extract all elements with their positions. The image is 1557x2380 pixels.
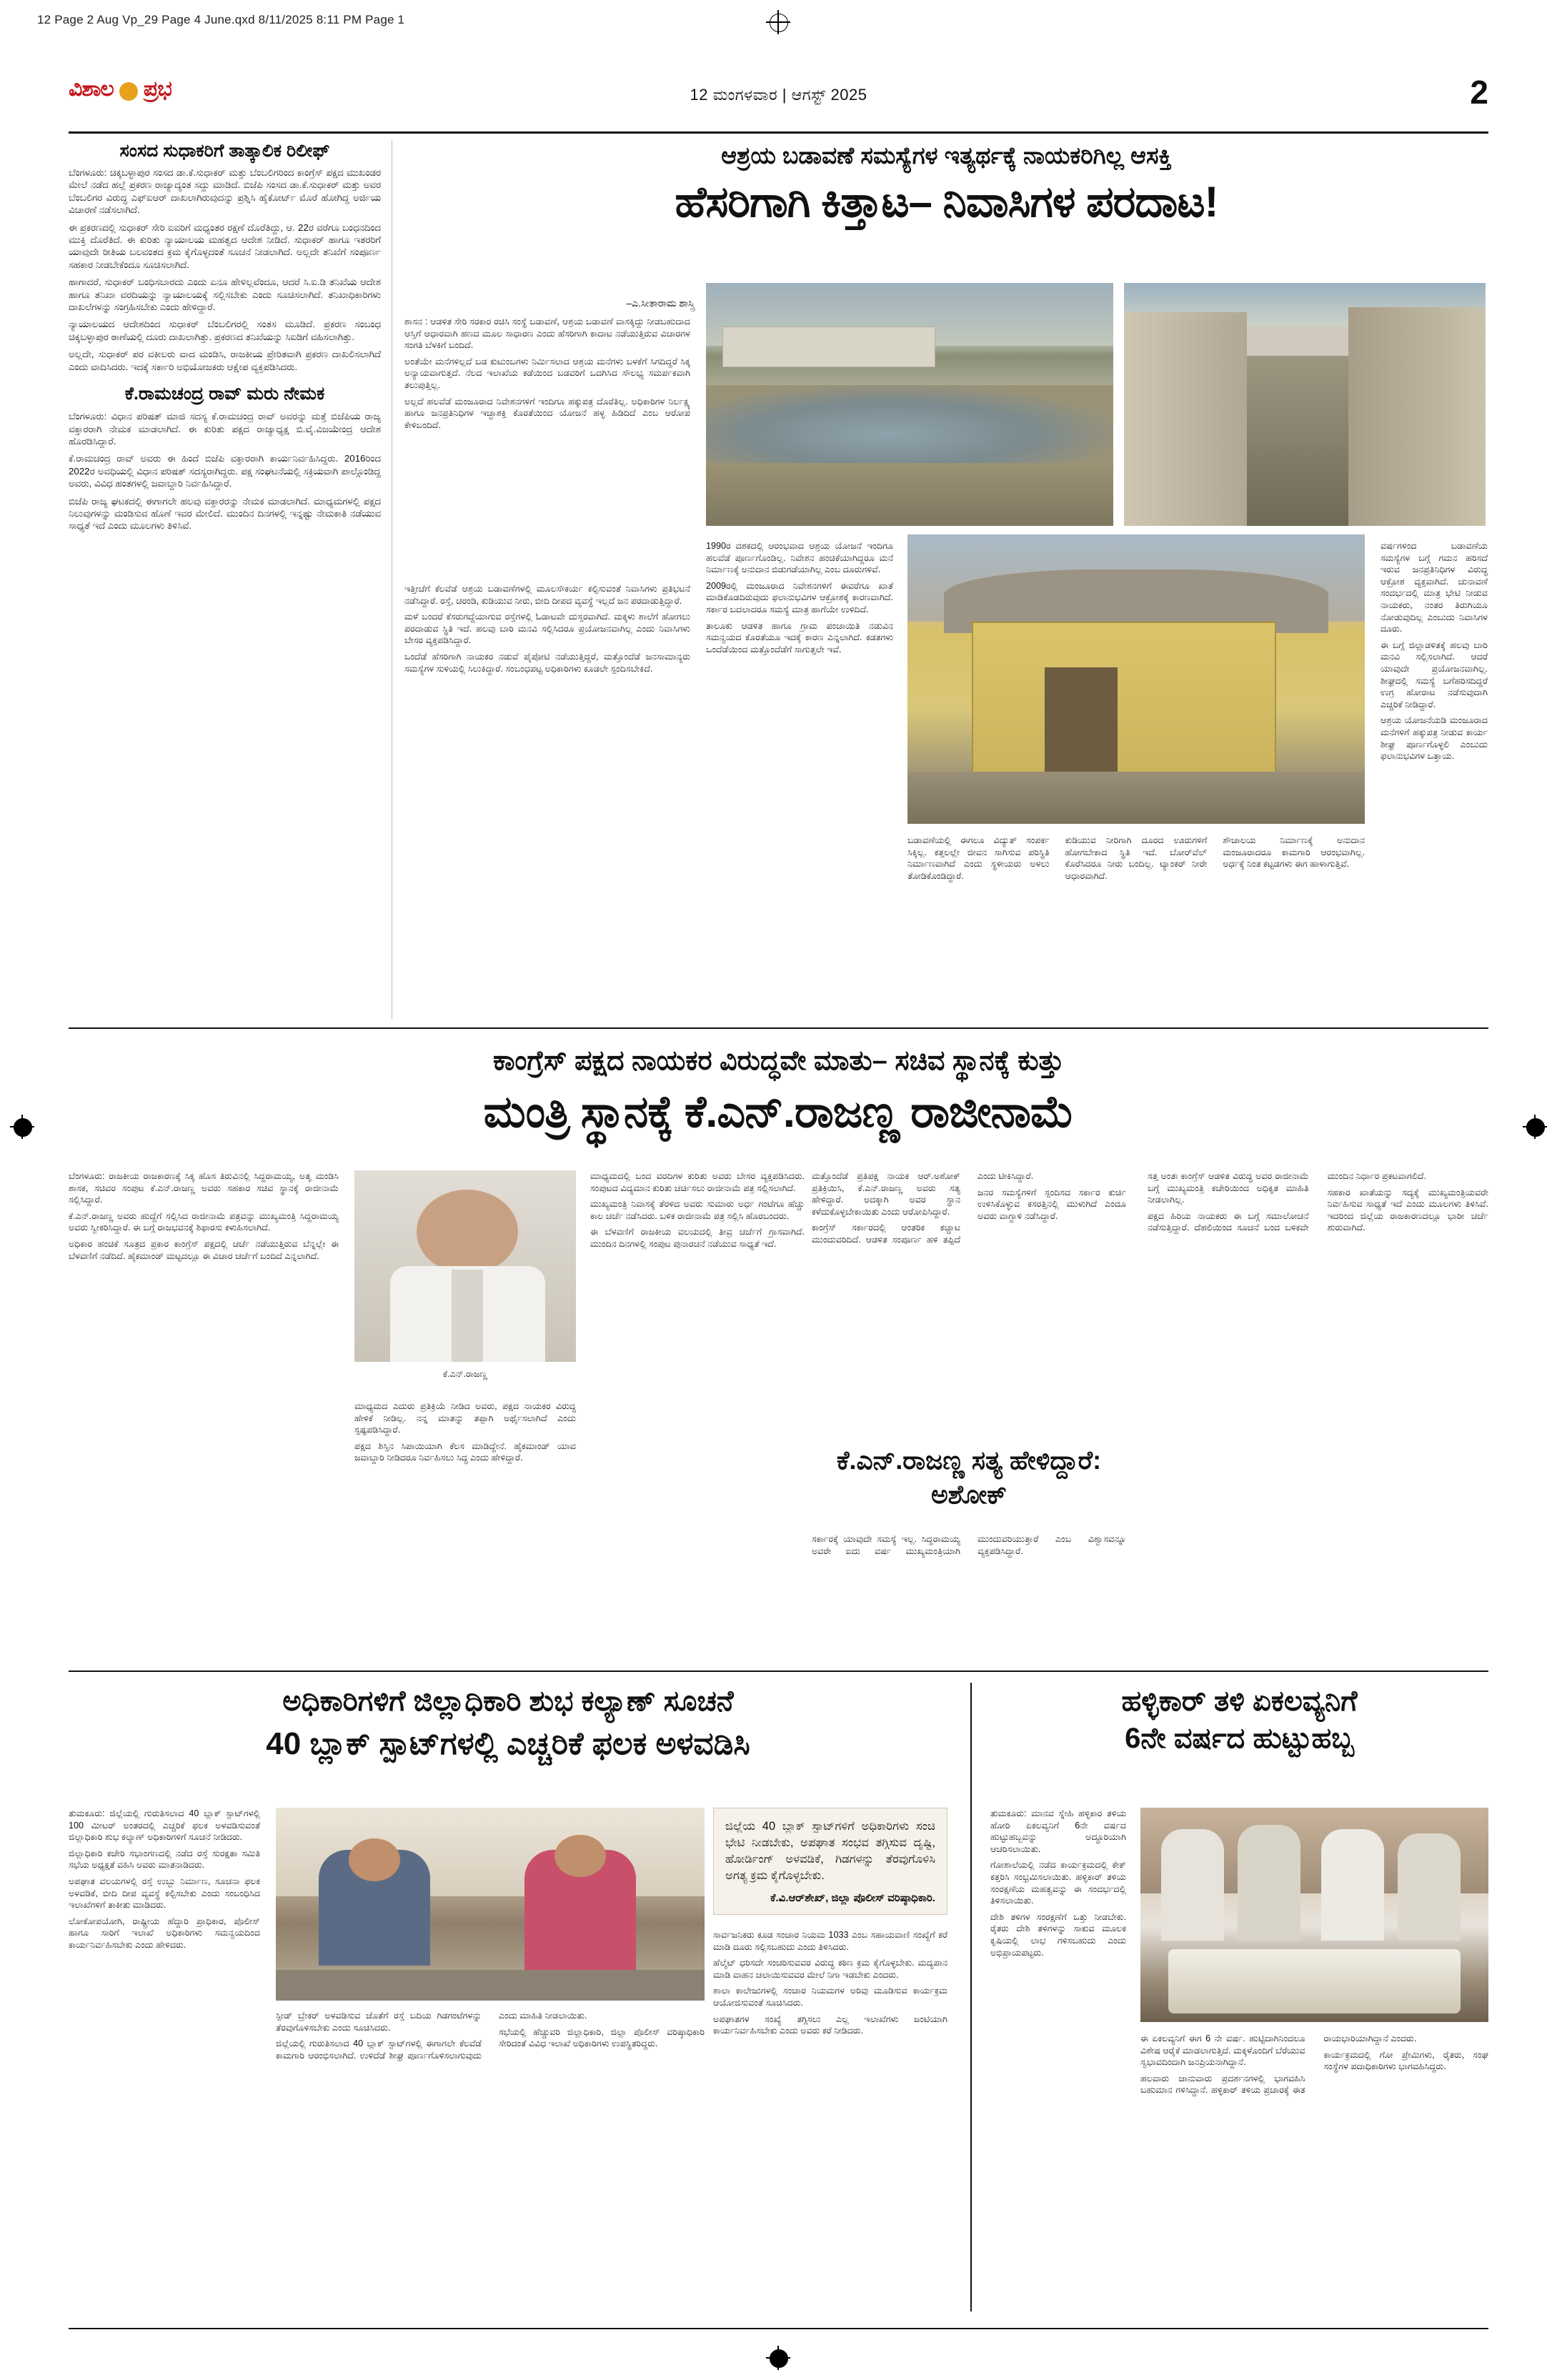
paragraph: ನ್ಯಾಯಾಲಯದ ಆದೇಶದಿಂದ ಸುಧಾಕರ್ ಬೆಂಬಲಿಗರಲ್ಲಿ ಸಂತಸ ಮೂಡಿದೆ. ಪ್ರಕರಣ ಸಂಬಂಧ ಚಿಕ್ಕಬಳ್ಳಾಪುರ ಠಾಣೆಯಲ್ಲಿ ದೂರು ದಾಖಲಾಗಿತ್ತು. ಪ್ರಕರಣದ ತನಿಖೆಯನ್ನು ಸಿಐಡಿಗೆ ವಹಿಸಲಾಗಿತ್ತು. xyxy=(69,319,381,342)
lead-body-col-1 xyxy=(404,316,690,435)
pullquote-box xyxy=(713,1808,947,1915)
road-safety-meeting-photo xyxy=(276,1808,705,2001)
ashok-box-body xyxy=(812,1533,1126,1559)
paragraph: ಹಾಗಾದರೆ, ಸುಧಾಕರ್ ಬಂಧಿಸಬಾರದು ಎಂದು ಏನೂ ಹೇಳಿಲ್ಲವೆಂದೂ, ಆದರೆ ಸಿ.ಐ.ಡಿ ತನಿಖೆಯ ಆದೇಶ ಹಾಗೂ ತನಿಖಾ ವರದಿಯನ್ನು ನ್ಯಾಯಾಲಯಕ್ಕೆ ಸಲ್ಲಿಸಬೇಕು ಎಂದು ಸೂಚಿಸಲಾಗಿದೆ. ತನಿಖಾಧಿಕಾರಿಗಳು ದಾಖಲೆಗಳನ್ನು ಸಂಗ್ರಹಿಸಬೇಕು ಎಂದು ಹೇಳಿದ್ದಾರೆ. xyxy=(69,277,381,313)
blackspot-headline: 40 ಬ್ಲಾಕ್ ಸ್ಪಾಟ್‌ಗಳಲ್ಲಿ ಎಚ್ಚರಿಕೆ ಫಲಕ ಅಳವಡಿಸಿ xyxy=(266,1726,750,1761)
paragraph: ಶೌಚಾಲಯ ನಿರ್ಮಾಣಕ್ಕೆ ಅನುದಾನ ಮಂಜೂರಾದರೂ ಕಾಮಗಾರಿ ಆರಂಭವಾಗಿಲ್ಲ. ಅರ್ಧಕ್ಕೆ ನಿಂತ ಕಟ್ಟಡಗಳು ಈಗ ಹಾಳಾಗುತ್ತಿವೆ. xyxy=(1223,835,1365,870)
rajanna-portrait-photo xyxy=(354,1170,576,1362)
paragraph: ಜನರ ಸಮಸ್ಯೆಗಳಿಗೆ ಸ್ಪಂದಿಸದ ಸರ್ಕಾರ ಕುರ್ಚಿ ಉಳಿಸಿಕೊಳ್ಳುವ ಕಸರತ್ತಿನಲ್ಲಿ ಮುಳುಗಿದೆ ಎಂದೂ ಅವರು ವಾಗ್ದಾಳಿ ನಡೆಸಿದ್ದಾರೆ. xyxy=(978,1187,1126,1221)
lead-headline: ಹೆಸರಿಗಾಗಿ ಕಿತ್ತಾಟ– ನಿವಾಸಿಗಳ ಪರದಾಟ! xyxy=(675,178,1218,226)
paragraph: ಜಿಲ್ಲಾಧಿಕಾರಿ ಕಚೇರಿ ಸಭಾಂಗಣದಲ್ಲಿ ನಡೆದ ರಸ್ತೆ ಸುರಕ್ಷತಾ ಸಮಿತಿ ಸಭೆಯ ಅಧ್ಯಕ್ಷತೆ ವಹಿಸಿ ಅವರು ಮಾತನಾಡಿದರು. xyxy=(69,1848,260,1871)
paragraph: ಒಂದೆಡೆ ಹೆಸರಿಗಾಗಿ ನಾಯಕರ ನಡುವೆ ಪೈಪೋಟಿ ನಡೆಯುತ್ತಿದ್ದರೆ, ಮತ್ತೊಂದೆಡೆ ಜನಸಾಮಾನ್ಯರು ಸಮಸ್ಯೆಗಳ ಸುಳಿಯಲ್ಲಿ ಸಿಲುಕಿದ್ದಾರೆ. ಸಂಬಂಧಪಟ್ಟ ಅಧಿಕಾರಿಗಳು ಕೂಡಲೇ ಸ್ಪಂದಿಸಬೇಕಿದೆ. xyxy=(404,651,690,674)
section-divider-2 xyxy=(69,1671,1488,1672)
ekalavya-story xyxy=(990,1683,1488,1757)
registration-mark-right xyxy=(1523,1115,1547,1139)
paragraph: ಕಾರ್ಯಕ್ರಮದಲ್ಲಿ ಗೋ ಪ್ರೇಮಿಗಳು, ರೈತರು, ಸಂಘ ಸಂಸ್ಥೆಗಳ ಪದಾಧಿಕಾರಿಗಳು ಭಾಗವಹಿಸಿದ್ದರು. xyxy=(1323,2049,1488,2072)
paragraph: ಶಾಸನ : ಆಡಳಿತ ಸೇರಿ ಸರಕಾರ ರಚಿಸಿ ಸಂಸ್ಥೆ ಬಡಾವಣೆ, ಆಶ್ರಯ ಬಡಾವಣೆ ವಾಸಕ್ಕಿದ್ದು ನೀಡಬಹುದಾದ ಆಸ್ತಿಗೆ ಆಧಾರವಾಗಿ ಹಣದ ಮೂಲ ಸಾಧಾರಣ ಎಂದು ಹೆಸರಿಗಾಗಿ ಕಾದಾಟ ನಡೆಯುತ್ತಿರುವ ವಿಚಾರಗಳ ಸಂಗತಿ ಬೆಳಕಿಗೆ ಬಂದಿದೆ. xyxy=(404,317,690,351)
paragraph: 1990ರ ದಶಕದಲ್ಲಿ ಆರಂಭವಾದ ಆಶ್ರಯ ಯೋಜನೆ ಇಂದಿಗೂ ಹಲವೆಡೆ ಪೂರ್ಣಗೊಂಡಿಲ್ಲ. ನಿವೇಶನ ಹಂಚಿಕೆಯಾಗಿದ್ದರೂ ಮನೆ ನಿರ್ಮಾಣಕ್ಕೆ ಅನುದಾನ ಬಿಡುಗಡೆಯಾಗಿಲ್ಲ ಎಂಬ ದೂರುಗಳಿವೆ. xyxy=(706,541,893,575)
paragraph: ಬಿಜೆಪಿ ರಾಜ್ಯ ಘಟಕದಲ್ಲಿ ಈಗಾಗಲೇ ಹಲವು ವಕ್ತಾರರನ್ನು ನೇಮಕ ಮಾಡಲಾಗಿದೆ. ಮಾಧ್ಯಮಗಳಲ್ಲಿ ಪಕ್ಷದ ನಿಲುವುಗಳನ್ನು ಮಂಡಿಸುವ ಹೊಣೆ ಇವರ ಮೇಲಿದೆ. ಮುಂದಿನ ದಿನಗಳಲ್ಲಿ ಇನ್ನಷ್ಟು ನೇಮಕಾತಿ ನಡೆಯುವ ಸಾಧ್ಯತೆ ಇದೆ ಎಂದು ಮೂಲಗಳು ತಿಳಿಸಿವೆ. xyxy=(69,495,381,532)
ashok-box-headline: ಕೆ.ಎನ್.ರಾಜಣ್ಣ ಸತ್ಯ ಹೇಳಿದ್ದಾರೆ: ಅಶೋಕ್ xyxy=(836,1445,1102,1509)
paragraph: ಅಧಿಕಾರ ಹಂಚಿಕೆ ಸೂತ್ರದ ಪ್ರಕಾರ ಕಾಂಗ್ರೆಸ್ ಪಕ್ಷದಲ್ಲಿ ಚರ್ಚೆ ನಡೆಯುತ್ತಿರುವ ಬೆನ್ನಲ್ಲೇ ಈ ಬೆಳವಣಿಗೆ ನಡೆದಿದೆ. ಹೈಕಮಾಂಡ್ ಮಟ್ಟದಲ್ಲೂ ಈ ವಿಚಾರ ಚರ್ಚೆಗೆ ಬಂದಿದೆ ಎನ್ನಲಾಗಿದೆ. xyxy=(69,1238,339,1261)
paragraph: ವರ್ಷಗಳಿಂದ ಬಡಾವಣೆಯ ಸಮಸ್ಯೆಗಳ ಬಗ್ಗೆ ಗಮನ ಹರಿಸದೆ ಇರುವ ಜನಪ್ರತಿನಿಧಿಗಳ ವಿರುದ್ಧ ಆಕ್ರೋಶ ವ್ಯಕ್ತವಾಗಿದೆ. ಚುನಾವಣೆ ಸಂದರ್ಭದಲ್ಲಿ ಮಾತ್ರ ಭೇಟಿ ನೀಡುವ ನಾಯಕರು, ನಂತರ ತಿರುಗಿಯೂ ನೋಡುವುದಿಲ್ಲ ಎಂಬುದು ನಿವಾಸಿಗಳ ದೂರು. xyxy=(1381,541,1488,634)
birthday-celebration-photo xyxy=(1140,1808,1488,2022)
story-headline-ramachandra: ಕೆ.ರಾಮಚಂದ್ರ ರಾವ್ ಮರು ನೇಮಕ xyxy=(124,384,325,404)
lead-byline: –ಎ.ಸೀತಾರಾಮ ಶಾಸ್ತ್ರಿ xyxy=(626,297,695,309)
paragraph: ಸ್ಪೀಡ್ ಬ್ರೇಕರ್ ಅಳವಡಿಸುವ ಜೊತೆಗೆ ರಸ್ತೆ ಬದಿಯ ಗಿಡಗಂಟೆಗಳನ್ನು ತೆರವುಗೊಳಿಸಬೇಕು ಎಂದು ಸೂಚಿಸಿದರು. xyxy=(276,2011,482,2033)
rajanna-body-col-4 xyxy=(812,1170,1126,1246)
rajanna-body-col-2 xyxy=(354,1400,576,1468)
rajanna-kicker: ಕಾಂಗ್ರೆಸ್ ಪಕ್ಷದ ನಾಯಕರ ವಿರುದ್ಧವೇ ಮಾತು– ಸಚಿವ ಸ್ಥಾನಕ್ಕೆ ಕುತ್ತು xyxy=(493,1046,1064,1076)
section-ashraya xyxy=(69,140,1488,1030)
story-headline-sudhakar: ಸಂಸದ ಸುಧಾಕರಿಗೆ ತಾತ್ಕಾಲಿಕ ರಿಲೀಫ್ xyxy=(119,141,330,161)
paragraph: ಹೆಲ್ಮೆಟ್ ಧರಿಸದೇ ಸಂಚರಿಸುವವರ ವಿರುದ್ಧ ಕಠಿಣ ಕ್ರಮ ಕೈಗೊಳ್ಳಬೇಕು. ಮದ್ಯಪಾನ ಮಾಡಿ ವಾಹನ ಚಲಾಯಿಸುವವರ ಮೇಲೆ ನಿಗಾ ಇಡಬೇಕು ಎಂದರು. xyxy=(713,1958,947,1980)
paragraph: ಅಪಘಾತಗಳ ಸಂಖ್ಯೆ ತಗ್ಗಿಸಲು ಎಲ್ಲ ಇಲಾಖೆಗಳು ಜಂಟಿಯಾಗಿ ಕಾರ್ಯನಿರ್ವಹಿಸಬೇಕು ಎಂದು ಅವರು ಕರೆ ನೀಡಿದರು. xyxy=(713,2013,947,2036)
paragraph: ಸಹಕಾರ ಖಾತೆಯನ್ನು ಸದ್ಯಕ್ಕೆ ಮುಖ್ಯಮಂತ್ರಿಯವರೇ ನಿರ್ವಹಿಸುವ ಸಾಧ್ಯತೆ ಇದೆ ಎಂದು ಮೂಲಗಳು ತಿಳಿಸಿವೆ. ಇದರಿಂದ ಜಿಲ್ಲೆಯ ರಾಜಕಾರಣದಲ್ಲೂ ಭಾರೀ ಚರ್ಚೆ ಶುರುವಾಗಿದೆ. xyxy=(1327,1187,1488,1233)
paragraph: ಹಲವಾರು ಜಾನುವಾರು ಪ್ರದರ್ಶನಗಳಲ್ಲಿ ಭಾಗವಹಿಸಿ ಬಹುಮಾನ ಗಳಿಸಿದ್ದಾನೆ. ಹಳ್ಳಿಕಾರ್ ತಳಿಯ ಪ್ರಚಾರಕ್ಕೆ ಈತ ರಾಯಭಾರಿಯಾಗಿದ್ದಾನೆ ಎಂದರು. xyxy=(1140,2033,1417,2096)
paragraph: ಬಡಾವಣೆಯಲ್ಲಿ ಈಗಲೂ ವಿದ್ಯುತ್ ಸಂಪರ್ಕ ಸಿಕ್ಕಿಲ್ಲ. ಕತ್ತಲಲ್ಲೇ ಜೀವನ ಸಾಗಿಸುವ ಪರಿಸ್ಥಿತಿ ನಿರ್ಮಾಣವಾಗಿದೆ ಎಂದು ಸ್ಥಳೀಯರು ಅಳಲು ತೋಡಿಕೊಂಡಿದ್ದಾರೆ. xyxy=(907,835,1050,881)
paragraph: ಈ ಪ್ರಕರಣದಲ್ಲಿ ಸುಧಾಕರ್ ಸೇರಿ ಐವರಿಗೆ ಮಧ್ಯಂತರ ರಕ್ಷಣೆ ದೊರೆತಿದ್ದು, ಆ. 22ರ ವರೆಗೂ ಬಂಧನದಿಂದ ಮುಕ್ತಿ ದೊರೆತಿದೆ. ಈ ಕುರಿತು ನ್ಯಾಯಾಲಯ ಮಹತ್ವದ ಆದೇಶ ನೀಡಿದೆ. ಸುಧಾಕರ್ ಹಾಗೂ ಇತರರಿಗೆ ಯಾವುದೇ ರೀತಿಯ ಬಲವಂತದ ಕ್ರಮ ಕೈಗೊಳ್ಳದಂತೆ ಸೂಚನೆ ನೀಡಲಾಗಿದೆ. ಅಲ್ಲದೇ ತನಿಖೆಗೆ ಸಂಪೂರ್ಣ ಸಹಕಾರ ನೀಡಬೇಕೆಂದೂ ಸೂಚಿಸಲಾಗಿದೆ. xyxy=(69,221,381,270)
paragraph: ಅಲ್ಲದೇ, ಸುಧಾಕರ್ ಪರ ವಕೀಲರು ವಾದ ಮಂಡಿಸಿ, ರಾಜಕೀಯ ಪ್ರೇರಿತವಾಗಿ ಪ್ರಕರಣ ದಾಖಲಿಸಲಾಗಿದೆ ಎಂದು ವಾದಿಸಿದರು. ಇದಕ್ಕೆ ಸರ್ಕಾರಿ ಅಭಿಯೋಜಕರು ಆಕ್ಷೇಪ ವ್ಯಕ್ತಪಡಿಸಿದರು. xyxy=(69,349,381,372)
paragraph: ಅಲ್ಲದೆ ಹಲವೆಡೆ ಮಂಜೂರಾದ ನಿವೇಶನಗಳಿಗೆ ಇಂದಿಗೂ ಹಕ್ಕುಪತ್ರ ದೊರೆತಿಲ್ಲ. ಅಧಿಕಾರಿಗಳ ನಿರ್ಲಕ್ಷ್ಯ ಹಾಗೂ ಜನಪ್ರತಿನಿಧಿಗಳ ಇಚ್ಛಾಶಕ್ತಿ ಕೊರತೆಯಿಂದ ಯೋಜನೆ ಹಳ್ಳ ಹಿಡಿದಿದೆ ಎಂಬ ಆರೋಪ ಕೇಳಿಬಂದಿದೆ. xyxy=(404,396,690,430)
paragraph: ಬೆಂಗಳೂರು: ರಾಜಕೀಯ ರಾಜಕಾರಣಕ್ಕೆ ಸಿಕ್ಕ ಹೊಸ ತಿರುವಿನಲ್ಲಿ ಸಿದ್ದರಾಮಯ್ಯ, ಅತೃ ಮಂಡಿಸಿ ಶಾಸಕ, ಸಚಿವರ ಸಂಪುಟ ಕೆ.ಎನ್.ರಾಜಣ್ಣ ಅವರು ಸಹಕಾರ ಸಚಿವ ಸ್ಥಾನಕ್ಕೆ ರಾಜೀನಾಮೆ ಸಲ್ಲಿಸಿದ್ದಾರೆ. xyxy=(69,1171,339,1205)
lead-headline-block xyxy=(404,140,1488,229)
registration-mark-top xyxy=(766,10,790,34)
rajanna-headline: ಮಂತ್ರಿ ಸ್ಥಾನಕ್ಕೆ ಕೆ.ಎನ್.ರಾಜಣ್ಣ ರಾಜೀನಾಮೆ xyxy=(483,1087,1074,1137)
registration-mark-bottom xyxy=(766,2346,790,2370)
blackspot-body-col-2 xyxy=(276,2010,705,2061)
paragraph: ಮುಖ್ಯಮಂತ್ರಿ ನಿವಾಸಕ್ಕೆ ತೆರಳಿದ ಅವರು ಸುಮಾರು ಅರ್ಧ ಗಂಟೆಗೂ ಹೆಚ್ಚು ಕಾಲ ಚರ್ಚೆ ನಡೆಸಿದರು. ಬಳಿಕ ರಾಜೀನಾಮೆ ಪತ್ರ ಸಲ್ಲಿಸಿ ಹೊರಬಂದರು. xyxy=(590,1199,805,1221)
paragraph: ಸಭೆಯಲ್ಲಿ ಹೆಚ್ಚುವರಿ ಜಿಲ್ಲಾಧಿಕಾರಿ, ಜಿಲ್ಲಾ ಪೊಲೀಸ್ ವರಿಷ್ಠಾಧಿಕಾರಿ ಸೇರಿದಂತೆ ವಿವಿಧ ಇಲಾಖೆ ಅಧಿಕಾರಿಗಳು ಉಪಸ್ಥಿತರಿದ್ದರು. xyxy=(499,2026,705,2049)
logo-word-2: ಪ್ರಭ xyxy=(143,77,171,101)
paragraph: ತಾಲೂಕು ಆಡಳಿತ ಹಾಗೂ ಗ್ರಾಮ ಪಂಚಾಯಿತಿ ನಡುವಿನ ಸಮನ್ವಯದ ಕೊರತೆಯೂ ಇದಕ್ಕೆ ಕಾರಣ ಎನ್ನಲಾಗಿದೆ. ಕಡತಗಳು ಒಂದೆಡೆಯಿಂದ ಮತ್ತೊಂದೆಡೆಗೆ ಸಾಗುತ್ತಲೇ ಇವೆ. xyxy=(706,620,893,654)
paragraph: ಈ ಏಕಲವ್ಯನಿಗೆ ಈಗ 6 ನೇ ವರ್ಷ. ಹುಟ್ಟಿದಾಗಿನಿಂದಲೂ ವಿಶೇಷ ಆರೈಕೆ ಮಾಡಲಾಗುತ್ತಿದೆ. ಮಕ್ಕಳೊಂದಿಗೆ ಬೆರೆಯುವ ಸ್ವಭಾವದಿಂದಾಗಿ ಜನಪ್ರಿಯನಾಗಿದ್ದಾನೆ. xyxy=(1140,2033,1305,2068)
bottom-frame-rule xyxy=(69,2328,1488,2329)
paragraph: ಕೆ.ರಾಮಚಂದ್ರ ರಾವ್ ಅವರು ಈ ಹಿಂದೆ ಬಿಜೆಪಿ ವಕ್ತಾರರಾಗಿ ಕಾರ್ಯನಿರ್ವಹಿಸಿದ್ದರು. 2016ರಿಂದ 2022ರ ಅವಧಿಯಲ್ಲಿ ವಿಧಾನ ಪರಿಷತ್ ಸದಸ್ಯರಾಗಿದ್ದರು. ಪಕ್ಷ ಸಂಘಟನೆಯಲ್ಲಿ ಸಕ್ರಿಯವಾಗಿ ಪಾಲ್ಗೊಂಡಿದ್ದ ಅವರು, ವಿವಿಧ ಹಂತಗಳಲ್ಲಿ ಜವಾಬ್ದಾರಿ ನಿರ್ವಹಿಸಿದ್ದಾರೆ. xyxy=(69,453,381,489)
pullquote-text: ಜಿಲ್ಲೆಯ 40 ಬ್ಲಾಕ್ ಸ್ಪಾಟ್‌ಗಳಿಗೆ ಅಧಿಕಾರಿಗಳು ಸಂಚಿ ಭೇಟಿ ನೀಡಬೇಕು, ಅಪಘಾತ ಸಂಭವ ತಗ್ಗಿಸುವ ದೃಷ್ಟಿ, ಹೋರ್ಡಿಂಗ್ ಅಳವಡಿಕೆ, ಗಿಡಗಳನ್ನು ತೆರವುಗೊಳಿಸಿ ಅಗತ್ಯ ಕ್ರಮ ಕೈಗೊಳ್ಳಬೇಕು. xyxy=(725,1820,935,1882)
publication-logo xyxy=(69,77,171,101)
paragraph: ಸರ್ಕಾರಕ್ಕೆ ಯಾವುದೇ ಸಮಸ್ಯೆ ಇಲ್ಲ. ಸಿದ್ದರಾಮಯ್ಯ ಅವರೇ ಐದು ವರ್ಷ ಮುಖ್ಯಮಂತ್ರಿಯಾಗಿ ಮುಂದುವರಿಯುತ್ತಾರೆ ಎಂಬ ವಿಶ್ವಾಸವನ್ನೂ ವ್ಯಕ್ತಪಡಿಸಿದ್ದಾರೆ. xyxy=(812,1534,1126,1556)
paragraph: ತುಮಕೂರು: ಜಿಲ್ಲೆಯಲ್ಲಿ ಗುರುತಿಸಲಾದ 40 ಬ್ಲಾಕ್ ಸ್ಪಾಟ್‌ಗಳಲ್ಲಿ 100 ಮೀಟರ್ ಅಂತರದಲ್ಲಿ ಎಚ್ಚರಿಕೆ ಫಲಕ ಅಳವಡಿಸುವಂತೆ ಜಿಲ್ಲಾಧಿಕಾರಿ ಶುಭ ಕಲ್ಯಾಣ್ ಅಧಿಕಾರಿಗಳಿಗೆ ಸೂಚನೆ ನೀಡಿದರು. xyxy=(69,1808,260,1843)
rajanna-photo-caption: ಕೆ.ಎನ್.ರಾಜಣ್ಣ xyxy=(442,1369,488,1379)
bottom-column-rule xyxy=(970,1683,972,2311)
flooded-road-photo xyxy=(706,283,1113,526)
page-number: 2 xyxy=(1470,74,1488,111)
section-divider-1 xyxy=(69,1027,1488,1029)
story-body-ramachandra xyxy=(69,410,381,532)
lead-kicker: ಆಶ್ರಯ ಬಡಾವಣೆ ಸಮಸ್ಯೆಗಳ ಇತ್ಯರ್ಥಕ್ಕೆ ನಾಯಕರಿಗಿಲ್ಲ ಆಸಕ್ತಿ xyxy=(721,142,1172,169)
paragraph: ಇತ್ತೀಚೆಗೆ ಕೆಲವೆಡೆ ಆಶ್ರಯ ಬಡಾವಣೆಗಳಲ್ಲಿ ಮೂಲಸೌಕರ್ಯ ಕಲ್ಪಿಸುವಂತೆ ನಿವಾಸಿಗಳು ಪ್ರತಿಭಟನೆ ನಡೆಸಿದ್ದಾರೆ. ರಸ್ತೆ, ಚರಂಡಿ, ಕುಡಿಯುವ ನೀರು, ಬೀದಿ ದೀಪದ ವ್ಯವಸ್ಥೆ ಇಲ್ಲದೆ ಜನ ಪರದಾಡುತ್ತಿದ್ದಾರೆ. xyxy=(404,584,690,606)
paragraph: ಗೋಶಾಲೆಯಲ್ಲಿ ನಡೆದ ಕಾರ್ಯಕ್ರಮದಲ್ಲಿ ಕೇಕ್ ಕತ್ತರಿಸಿ ಸಂಭ್ರಮಿಸಲಾಯಿತು. ಹಳ್ಳಿಕಾರ್ ತಳಿಯ ಸಂರಕ್ಷಣೆಯ ಮಹತ್ವವನ್ನು ಈ ಸಂದರ್ಭದಲ್ಲಿ ತಿಳಿಸಲಾಯಿತು. xyxy=(990,1860,1126,1906)
masthead xyxy=(69,74,1488,134)
section-rajanna xyxy=(69,1043,1488,1665)
village-lane-photo xyxy=(1124,283,1486,526)
left-column-stories xyxy=(69,140,381,537)
rajanna-body-col-1 xyxy=(69,1170,339,1266)
paragraph: ಈ ಬಗ್ಗೆ ಜಿಲ್ಲಾಡಳಿತಕ್ಕೆ ಹಲವು ಬಾರಿ ಮನವಿ ಸಲ್ಲಿಸಲಾಗಿದೆ. ಆದರೆ ಯಾವುದೇ ಪ್ರಯೋಜನವಾಗಿಲ್ಲ. ಶೀಘ್ರದಲ್ಲಿ ಸಮಸ್ಯೆ ಬಗೆಹರಿಸದಿದ್ದರೆ ಉಗ್ರ ಹೋರಾಟ ನಡೆಸುವುದಾಗಿ ಎಚ್ಚರಿಕೆ ನೀಡಿದ್ದಾರೆ. xyxy=(1381,639,1488,709)
paragraph: ಮಳೆ ಬಂದರೆ ಕೆಸರುಗದ್ದೆಯಾಗುವ ರಸ್ತೆಗಳಲ್ಲಿ ಓಡಾಟವೇ ದುಸ್ತರವಾಗಿದೆ. ಮಕ್ಕಳು ಶಾಲೆಗೆ ಹೋಗಲು ಪರದಾಡುವ ಸ್ಥಿತಿ ಇದೆ. ಹಲವು ಬಾರಿ ಮನವಿ ಸಲ್ಲಿಸಿದರೂ ಪ್ರಯೋಜನವಾಗಿಲ್ಲ ಎಂದು ನಿವಾಸಿಗಳು ಬೇಸರ ವ್ಯಕ್ತಪಡಿಸಿದ್ದಾರೆ. xyxy=(404,612,690,646)
lead-byline-wrap xyxy=(497,290,705,309)
lead-body-col-2 xyxy=(404,583,690,679)
paragraph: ಕುಡಿಯುವ ನೀರಿಗಾಗಿ ದೂರದ ಊರುಗಳಿಗೆ ಹೋಗಬೇಕಾದ ಸ್ಥಿತಿ ಇದೆ. ಬೋರ್‌ವೆಲ್ ಕೊರೆಸಿದರೂ ನೀರು ಬಂದಿಲ್ಲ. ಟ್ಯಾಂಕರ್ ನೀರೇ ಆಧಾರವಾಗಿದೆ. xyxy=(1065,835,1208,881)
paragraph: ಮಾಧ್ಯಮದ ಎದುರು ಪ್ರತಿಕ್ರಿಯೆ ನೀಡಿದ ಅವರು, ಪಕ್ಷದ ನಾಯಕರ ವಿರುದ್ಧ ಹೇಳಿಕೆ ನೀಡಿಲ್ಲ. ನನ್ನ ಮಾತನ್ನು ತಪ್ಪಾಗಿ ಅರ್ಥೈಸಲಾಗಿದೆ ಎಂದು ಸ್ಪಷ್ಟಪಡಿಸಿದ್ದಾರೆ. xyxy=(354,1401,576,1435)
paragraph: ಸಾರ್ವಜನಿಕರು ಕೂಡ ಸಂಚಾರ ನಿಯಮ 1033 ಎಂಬ ಸಹಾಯವಾಣಿ ಸಂಖ್ಯೆಗೆ ಕರೆ ಮಾಡಿ ದೂರು ಸಲ್ಲಿಸಬಹುದು ಎಂದು ತಿಳಿಸಿದರು. xyxy=(713,1930,947,1952)
logo-word-1: ವಿಶಾಲ xyxy=(69,77,114,101)
ekalavya-body-col-1 xyxy=(990,1808,1126,1963)
paragraph: ಕೆ.ಎನ್.ರಾಜಣ್ಣ ಅವರು ಹುದ್ದೆಗೆ ಸಲ್ಲಿಸಿದ ರಾಜೀನಾಮೆ ಪತ್ರವನ್ನು ಮುಖ್ಯಮಂತ್ರಿ ಸಿದ್ದರಾಮಯ್ಯ ಅವರು ಸ್ವೀಕರಿಸಿದ್ದಾರೆ. ಈ ಬಗ್ಗೆ ರಾಜಭವನಕ್ಕೆ ಶಿಫಾರಸು ಕಳುಹಿಸಲಾಗಿದೆ. xyxy=(69,1210,339,1233)
paragraph: ಅಪಘಾತ ವಲಯಗಳಲ್ಲಿ ರಸ್ತೆ ಉಬ್ಬು ನಿರ್ಮಾಣ, ಸೂಚನಾ ಫಲಕ ಅಳವಡಿಕೆ, ಬೀದಿ ದೀಪ ವ್ಯವಸ್ಥೆ ಕಲ್ಪಿಸಬೇಕು ಎಂದು ಸಂಬಂಧಿಸಿದ ಇಲಾಖೆಗಳಿಗೆ ತಾಕೀತು ಮಾಡಿದರು. xyxy=(69,1876,260,1911)
paragraph: ಮತ್ತೊಂದೆಡೆ ಪ್ರತಿಪಕ್ಷ ನಾಯಕ ಆರ್.ಅಶೋಕ್ ಪ್ರತಿಕ್ರಿಯಿಸಿ, ಕೆ.ಎನ್.ರಾಜಣ್ಣ ಅವರು ಸತ್ಯ ಹೇಳಿದ್ದಾರೆ. ಅದಕ್ಕಾಗಿ ಅವರ ಸ್ಥಾನ ಕಳೆದುಕೊಳ್ಳಬೇಕಾಯಿತು ಎಂದು ಆರೋಪಿಸಿದ್ದಾರೆ. xyxy=(812,1171,960,1217)
paragraph: ಜಿಲ್ಲೆಯಲ್ಲಿ ಗುರುತಿಸಲಾದ 40 ಬ್ಲಾಕ್ ಸ್ಪಾಟ್‌ಗಳಲ್ಲಿ ಈಗಾಗಲೇ ಕೆಲವೆಡೆ ಕಾಮಗಾರಿ ಆರಂಭಿಸಲಾಗಿದೆ. ಉಳಿದೆಡೆ ಶೀಘ್ರ ಪೂರ್ಣಗೊಳಿಸಲಾಗುವುದು ಎಂದು ಮಾಹಿತಿ ನೀಡಲಾಯಿತು. xyxy=(276,2011,587,2061)
ashraya-house-photo xyxy=(907,534,1365,824)
paragraph: ಬೆಂಗಳೂರು: ವಿಧಾನ ಪರಿಷತ್ ಮಾಜಿ ಸದಸ್ಯ ಕೆ.ರಾಮಚಂದ್ರ ರಾವ್ ಅವರನ್ನು ಮತ್ತೆ ಬಿಜೆಪಿಯ ರಾಜ್ಯ ವಕ್ತಾರರಾಗಿ ನೇಮಕ ಮಾಡಲಾಗಿದೆ. ಈ ಕುರಿತು ಪಕ್ಷದ ರಾಜ್ಯಾಧ್ಯಕ್ಷ ಬಿ.ವೈ.ವಿಜಯೇಂದ್ರ ಆದೇಶ ಹೊರಡಿಸಿದ್ದಾರೆ. xyxy=(69,411,381,447)
paragraph: ತುಮಕೂರು: ಮಾನವ ಸ್ನೇಹಿ ಹಳ್ಳಿಕಾರ ತಳಿಯ ಹೋರಿ ಏಕಲವ್ಯನಿಗೆ 6ನೇ ವರ್ಷದ ಹುಟ್ಟುಹಬ್ಬವನ್ನು ಅದ್ಧೂರಿಯಾಗಿ ಆಚರಿಸಲಾಯಿತು. xyxy=(990,1808,1126,1854)
ekalavya-headline-1: ಹಳ್ಳಿಕಾರ್ ತಳಿ ಏಕಲವ್ಯನಿಗೆ xyxy=(1121,1686,1358,1717)
blackspot-story xyxy=(69,1683,947,1764)
lead-body-col-3 xyxy=(706,540,893,659)
paragraph: ಸತ್ತ ಅಂತಃ ಕಾಂಗ್ರೆಸ್ ಆಡಳಿತ ವಿರುದ್ಧ ಅವರ ರಾಜೀನಾಮೆ ಬಗ್ಗೆ ಮುಖ್ಯಮಂತ್ರಿ ಕಚೇರಿಯಿಂದ ಅಧಿಕೃತ ಮಾಹಿತಿ ನೀಡಲಾಗಿಲ್ಲ. xyxy=(1148,1171,1309,1205)
paragraph: ಅಂತೆಯೇ ಮನೆಗಳಿಲ್ಲದೆ ಬಡ ಕುಟುಂಬಗಳು ನಿರ್ಮಿಸಲಾದ ಆಶ್ರಯ ಮನೆಗಳು ಬಳಕೆಗೆ ಸಿಗದಿದ್ದರೆ ಸಿಕ್ಕ ಅನ್ಯಾಯವಾಗುತ್ತದೆ. ನೆಲದ ಇಲಾಖೆಯ ಕಡೆಯಿಂದ ಬಡವರಿಗೆ ಒದಗಿಸಿದ ಸೌಲಭ್ಯ ಸಮರ್ಪಕವಾಗಿ ತಲುಪುತ್ತಿಲ್ಲ. xyxy=(404,356,690,390)
section-bottom xyxy=(69,1683,1488,2326)
story-body-sudhakar xyxy=(69,166,381,373)
paragraph: ಲೋಕೋಪಯೋಗಿ, ರಾಷ್ಟ್ರೀಯ ಹೆದ್ದಾರಿ ಪ್ರಾಧಿಕಾರ, ಪೊಲೀಸ್ ಹಾಗೂ ಸಾರಿಗೆ ಇಲಾಖೆ ಅಧಿಕಾರಿಗಳು ಸಮನ್ವಯದಿಂದ ಕಾರ್ಯನಿರ್ವಹಿಸಬೇಕು ಎಂದು ಹೇಳಿದರು. xyxy=(69,1916,260,1950)
paragraph: ಪಕ್ಷದ ಶಿಸ್ತಿನ ಸಿಪಾಯಿಯಾಗಿ ಕೆಲಸ ಮಾಡಿದ್ದೇನೆ. ಹೈಕಮಾಂಡ್ ಯಾವ ಜವಾಬ್ದಾರಿ ನೀಡಿದರೂ ನಿರ್ವಹಿಸಲು ಸಿದ್ಧ ಎಂದು ಹೇಳಿದ್ದಾರೆ. xyxy=(354,1440,576,1463)
paragraph: ಕಾಂಗ್ರೆಸ್ ಸರ್ಕಾರದಲ್ಲಿ ಆಂತರಿಕ ಕಚ್ಚಾಟ ಮುಂದುವರಿದಿದೆ. ಆಡಳಿತ ಸಂಪೂರ್ಣ ಹಳಿ ತಪ್ಪಿದೆ ಎಂದು ಟೀಕಿಸಿದ್ದಾರೆ. xyxy=(812,1171,1034,1245)
paragraph: ಶಾಲಾ ಕಾಲೇಜುಗಳಲ್ಲಿ ಸಂಚಾರ ನಿಯಮಗಳ ಅರಿವು ಮೂಡಿಸುವ ಕಾರ್ಯಕ್ರಮ ಆಯೋಜಿಸುವಂತೆ ಸೂಚಿಸಿದರು. xyxy=(713,1986,947,2008)
registration-mark-left xyxy=(10,1115,34,1139)
paragraph: ಮಾಧ್ಯಮದಲ್ಲಿ ಬಂದ ವರದಿಗಳ ಕುರಿತು ಅವರು ಬೇಸರ ವ್ಯಕ್ತಪಡಿಸಿದರು. ಸಂಪುಟದ ವಿದ್ಯಮಾನ ಕುರಿತು ಚರ್ಚಿಸಲು ರಾಜೀನಾಮೆ ಪತ್ರ ಸಲ್ಲಿಸಲಾಗಿದೆ. xyxy=(590,1171,805,1193)
logo-dot-icon xyxy=(119,82,138,101)
rajanna-body-col-3 xyxy=(590,1170,805,1255)
paragraph: ಆಶ್ರಯ ಯೋಜನೆಯಡಿ ಮಂಜೂರಾದ ಮನೆಗಳಿಗೆ ಹಕ್ಕುಪತ್ರ ನೀಡುವ ಕಾರ್ಯ ಶೀಘ್ರ ಪೂರ್ಣಗೊಳ್ಳಲಿ ಎಂಬುದು ಫಲಾನುಭವಿಗಳ ಒತ್ತಾಯ. xyxy=(1381,715,1488,762)
paragraph: 2009ರಲ್ಲಿ ಮಂಜೂರಾದ ನಿವೇಶನಗಳಿಗೆ ಈವರೆಗೂ ಖಾತೆ ಮಾಡಿಕೊಡದಿರುವುದು ಫಲಾನುಭವಿಗಳ ಆಕ್ರೋಶಕ್ಕೆ ಕಾರಣವಾಗಿದೆ. ಸರ್ಕಾರ ಬದಲಾದರೂ ಸಮಸ್ಯೆ ಮಾತ್ರ ಹಾಗೆಯೇ ಉಳಿದಿದೆ. xyxy=(706,580,893,614)
paragraph: ಪಕ್ಷದ ಹಿರಿಯ ನಾಯಕರು ಈ ಬಗ್ಗೆ ಸಮಾಲೋಚನೆ ನಡೆಸುತ್ತಿದ್ದಾರೆ. ದೆಹಲಿಯಿಂದ ಸೂಚನೆ ಬಂದ ಬಳಿಕವೇ ಮುಂದಿನ ನಿರ್ಧಾರ ಪ್ರಕಟವಾಗಲಿದೆ. xyxy=(1148,1171,1426,1233)
pullquote-attribution: ಕೆ.ವಿ.ಆರ್‌ಶೇಖ್, ಜಿಲ್ಲಾ ಪೊಲೀಸ್ ವರಿಷ್ಠಾಧಿಕಾರಿ. xyxy=(770,1892,935,1904)
rajanna-body-col-5 xyxy=(1148,1170,1488,1236)
blackspot-body-col-1 xyxy=(69,1808,260,1956)
lead-body-col-5 xyxy=(1381,540,1488,767)
paragraph: ದೇಶಿ ತಳಿಗಳ ಸಂರಕ್ಷಣೆಗೆ ಒತ್ತು ನೀಡಬೇಕು. ರೈತರು ದೇಶಿ ತಳಿಗಳನ್ನು ಸಾಕುವ ಮೂಲಕ ಕೃಷಿಯಲ್ಲಿ ಲಾಭ ಗಳಿಸಬಹುದು ಎಂದು ಅಭಿಪ್ರಾಯಪಟ್ಟರು. xyxy=(990,1911,1126,1958)
issue-date: 12 ಮಂಗಳವಾರ | ಆಗಸ್ಟ್ 2025 xyxy=(690,86,867,104)
paragraph: ಬೆಂಗಳೂರು: ಚಿಕ್ಕಬಳ್ಳಾಪುರ ಸಂಸದ ಡಾ.ಕೆ.ಸುಧಾಕರ್ ಮತ್ತು ಬೆಂಬಲಿಗರಿಂದ ಕಾಂಗ್ರೆಸ್ ಪಕ್ಷದ ಮುಖಂಡರ ಮೇಲೆ ನಡೆದ ಹಲ್ಲೆ ಪ್ರಕರಣ ರಾಜ್ಯಾದ್ಯಂತ ಸದ್ದು ಮಾಡಿದೆ. ಬಿಜೆಪಿ ಸಂಸದ ಡಾ.ಕೆ.ಸುಧಾಕರ್ ಮತ್ತು ಅವರ ಬೆಂಬಲಿಗರ ವಿರುದ್ಧ ಎಫ್ಐಆರ್ ದಾಖಲಾಗಿರುವುದನ್ನು ಪ್ರಶ್ನಿಸಿ ಹೈಕೋರ್ಟ್ ಮೊರೆ ಹೋಗಿದ್ದ ಅರ್ಜಿಯ ವಿಚಾರಣೆ ನಡೆಸಲಾಗಿದೆ. xyxy=(69,167,381,216)
lead-body-col-4 xyxy=(907,835,1365,882)
blackspot-body-col-3 xyxy=(713,1929,947,2041)
paragraph: ಈ ಬೆಳವಣಿಗೆ ರಾಜಕೀಯ ವಲಯದಲ್ಲಿ ತೀವ್ರ ಚರ್ಚೆಗೆ ಗ್ರಾಸವಾಗಿದೆ. ಮುಂದಿನ ದಿನಗಳಲ್ಲಿ ಸಂಪುಟ ಪುನಾರಚನೆ ನಡೆಯುವ ಸಾಧ್ಯತೆ ಇದೆ. xyxy=(590,1227,805,1249)
file-slug: 12 Page 2 Aug Vp_29 Page 4 June.qxd 8/11/2025 8:11 PM Page 1 xyxy=(37,13,405,26)
ekalavya-headline-2: 6ನೇ ವರ್ಷದ ಹುಟ್ಟುಹಬ್ಬ xyxy=(1125,1723,1354,1754)
ekalavya-body-col-2 xyxy=(1140,2033,1488,2096)
blackspot-kicker: ಅಧಿಕಾರಿಗಳಿಗೆ ಜಿಲ್ಲಾಧಿಕಾರಿ ಶುಭ ಕಲ್ಯಾಣ್ ಸೂಚನೆ xyxy=(282,1686,734,1717)
